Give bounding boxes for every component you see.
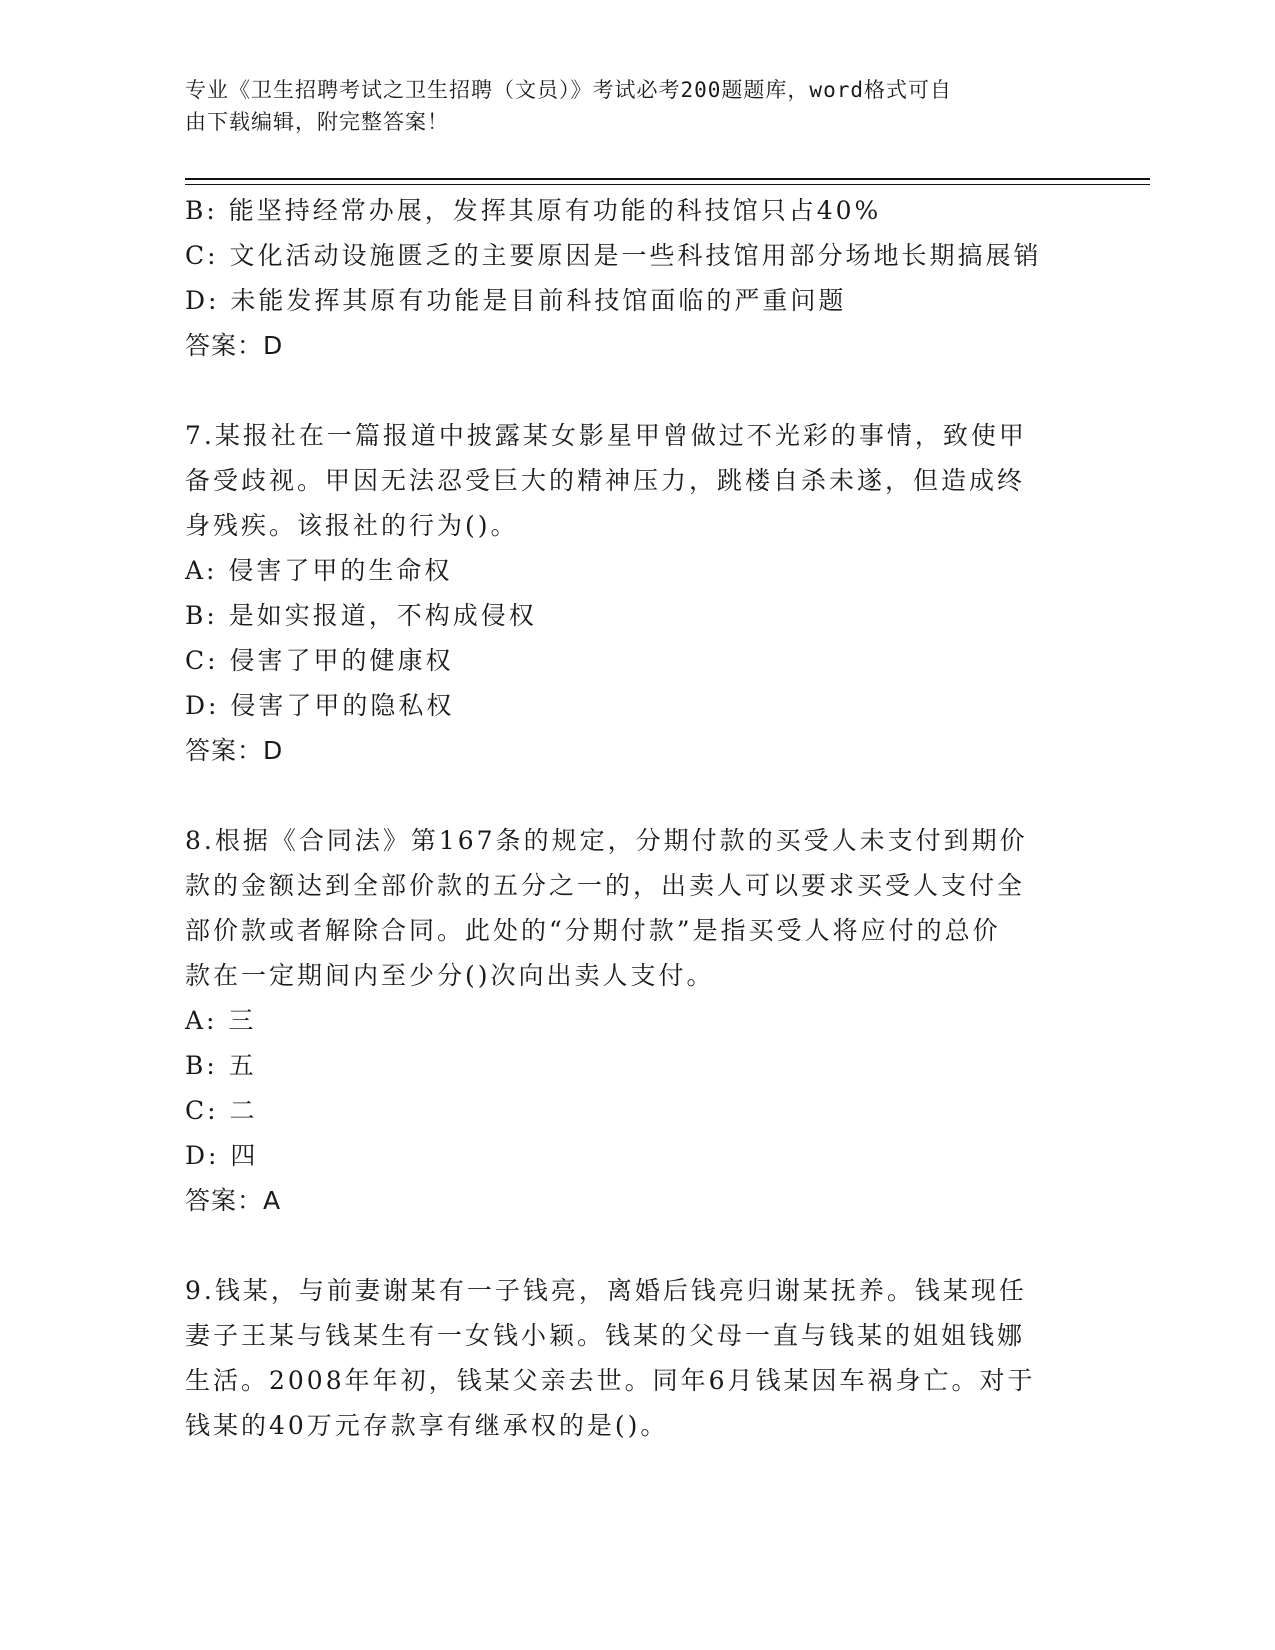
question-9 <box>185 1268 1065 1448</box>
question-7 <box>185 413 1065 773</box>
question-text-line: 款的金额达到全部价款的五分之一的，出卖人可以要求买受人支付全 <box>185 871 1026 900</box>
question-8 <box>185 818 1065 1223</box>
option-d: D: 侵害了甲的隐私权 <box>185 691 455 720</box>
option-c: C: 侵害了甲的健康权 <box>185 646 454 675</box>
question-text-line: 妻子王某与钱某生有一女钱小颖。钱某的父母一直与钱某的姐姐钱娜 <box>185 1321 1026 1350</box>
answer: 答案：A <box>185 1186 282 1215</box>
option-b: B: 是如实报道，不构成侵权 <box>185 601 537 630</box>
spacer <box>185 368 1065 413</box>
question-text-line: 部价款或者解除合同。此处的“分期付款”是指买受人将应付的总价 <box>185 916 1001 945</box>
page-content <box>185 188 1065 1448</box>
header-rule-thick <box>185 178 1150 180</box>
option-a: A: 三 <box>185 1006 257 1035</box>
question-6 <box>185 188 1065 368</box>
question-text-line: 备受歧视。甲因无法忍受巨大的精神压力，跳楼自杀未遂，但造成终 <box>185 466 1026 495</box>
question-text-line: 身残疾。该报社的行为()。 <box>185 511 519 540</box>
spacer <box>185 1223 1065 1268</box>
option-d: D: 四 <box>185 1141 259 1170</box>
question-text-line: 8.根据《合同法》第167条的规定，分期付款的买受人未支付到期价 <box>185 826 1028 855</box>
option-d: D: 未能发挥其原有功能是目前科技馆面临的严重问题 <box>185 286 847 315</box>
page-header <box>185 74 1065 138</box>
question-text-line: 9.钱某，与前妻谢某有一子钱亮，离婚后钱亮归谢某抚养。钱某现任 <box>185 1276 1027 1305</box>
header-rule-thin <box>185 184 1150 185</box>
question-text-line: 生活。2008年年初，钱某父亲去世。同年6月钱某因车祸身亡。对于 <box>185 1366 1036 1395</box>
answer: 答案：D <box>185 331 284 360</box>
option-b: B: 五 <box>185 1051 257 1080</box>
option-b: B: 能坚持经常办展，发挥其原有功能的科技馆只占40% <box>185 196 882 225</box>
option-c: C: 文化活动设施匮乏的主要原因是一些科技馆用部分场地长期搞展销 <box>185 241 1042 270</box>
header-line-2: 由下载编辑，附完整答案！ <box>185 110 449 134</box>
question-text-line: 7.某报社在一篇报道中披露某女影星甲曾做过不光彩的事情，致使甲 <box>185 421 1027 450</box>
spacer <box>185 773 1065 818</box>
header-line-1: 专业《卫生招聘考试之卫生招聘（文员）》考试必考200题题库，word格式可自 <box>185 78 952 102</box>
option-c: C: 二 <box>185 1096 258 1125</box>
question-text-line: 款在一定期间内至少分()次向出卖人支付。 <box>185 961 715 990</box>
question-text-line: 钱某的40万元存款享有继承权的是()。 <box>185 1411 669 1440</box>
answer: 答案：D <box>185 736 284 765</box>
option-a: A: 侵害了甲的生命权 <box>185 556 453 585</box>
